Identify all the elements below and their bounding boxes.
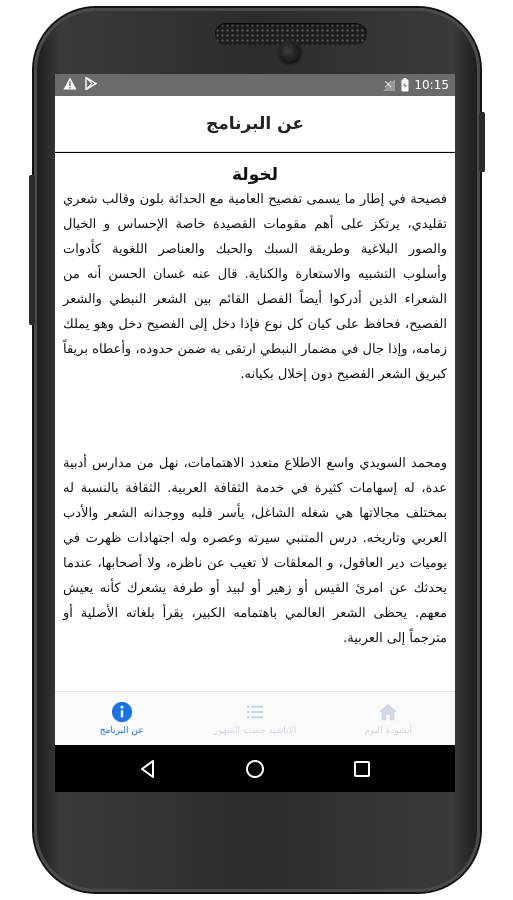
no-signal-icon xyxy=(382,78,396,92)
home-circle-icon[interactable] xyxy=(242,756,268,782)
nav-label-songs-by-month: الاناشيد حسب الشهور xyxy=(213,726,297,736)
front-camera xyxy=(279,42,301,64)
nav-item-song-of-the-day[interactable] xyxy=(322,692,455,745)
page-title: عن البرنامج xyxy=(205,113,305,134)
recents-icon[interactable] xyxy=(349,756,375,782)
play-store-icon xyxy=(85,77,97,90)
info-icon xyxy=(111,701,133,723)
list-icon xyxy=(244,701,266,723)
volume-button xyxy=(29,175,35,325)
system-navigation-bar xyxy=(55,745,455,792)
nav-label-about: عن البرنامج xyxy=(99,726,144,736)
back-icon[interactable] xyxy=(135,756,161,782)
app-bar xyxy=(55,96,455,152)
warning-icon xyxy=(63,77,77,90)
nav-item-songs-by-month[interactable] xyxy=(188,692,321,745)
home-icon xyxy=(377,701,399,723)
content-scroll-area[interactable] xyxy=(55,153,455,691)
paragraph: فصيحة في إطار ما يسمى تفصيح العامية مع الحداثة بلون وقالب شعري تقليدي، يرتكز على أهم مقومات القصيدة خاصة الإحساس و الخيال والصور البلاغية وطريقة السبك والحبك والعناصر اللغوية كأدوات وأسلوب التشبيه والاستعارة والكناية. قال عنه غسان الحسن أنه من الشعراء الذين أدركوا أيضاً الفصل القائم بين الشعر النبطي والشعر الفصيح، فحافظ على كيان كل نوع فإذا دخل إلى الفصيح دخل وهو يملك زمامه، وإذا جال في مضمار النبطي ارتقى به ضمن حدوده، وأعطاه بريقاً كبريق الشعر الفصيح دون إخلال بكيانه. xyxy=(63,192,447,382)
status-time: 10:15 xyxy=(414,78,449,92)
status-bar xyxy=(55,74,455,96)
power-button xyxy=(479,112,485,172)
poem-title: لخولة xyxy=(232,165,278,185)
screen xyxy=(55,74,455,792)
nav-item-about[interactable] xyxy=(55,692,188,745)
battery-icon xyxy=(401,78,409,92)
paragraph: ومحمد السويدي واسع الاطلاع متعدد الاهتمامات، نهل من مدارس أدبية عدة، له إسهامات كثيرة في خدمة الثقافة العربية. الثقافة بالنسبة له بمختلف مجالاتها هي شغله الشاغل، يأسر قلبه ووجدانه الشعر والأدب العربي وتاريخه. درس المتنبي سيرته وعصره وله اجتهادات ظهرت في يوميات دير العاقول، و المعلقات لا تغيب عن ناظره، ولا أصحابها، عندما يحدثك عن امرئ القيس أو زهير أو لبيد أو طرفة يشعرك كأنه يعيش معهم. يحظى الشعر العالمي باهتمامه الكبير، يقرأ بلغاته الأصلية أو مترجماً إلى العربية. xyxy=(63,456,447,646)
bottom-navigation xyxy=(55,691,455,745)
nav-label-song-of-the-day: أنشودة اليوم xyxy=(364,726,413,736)
